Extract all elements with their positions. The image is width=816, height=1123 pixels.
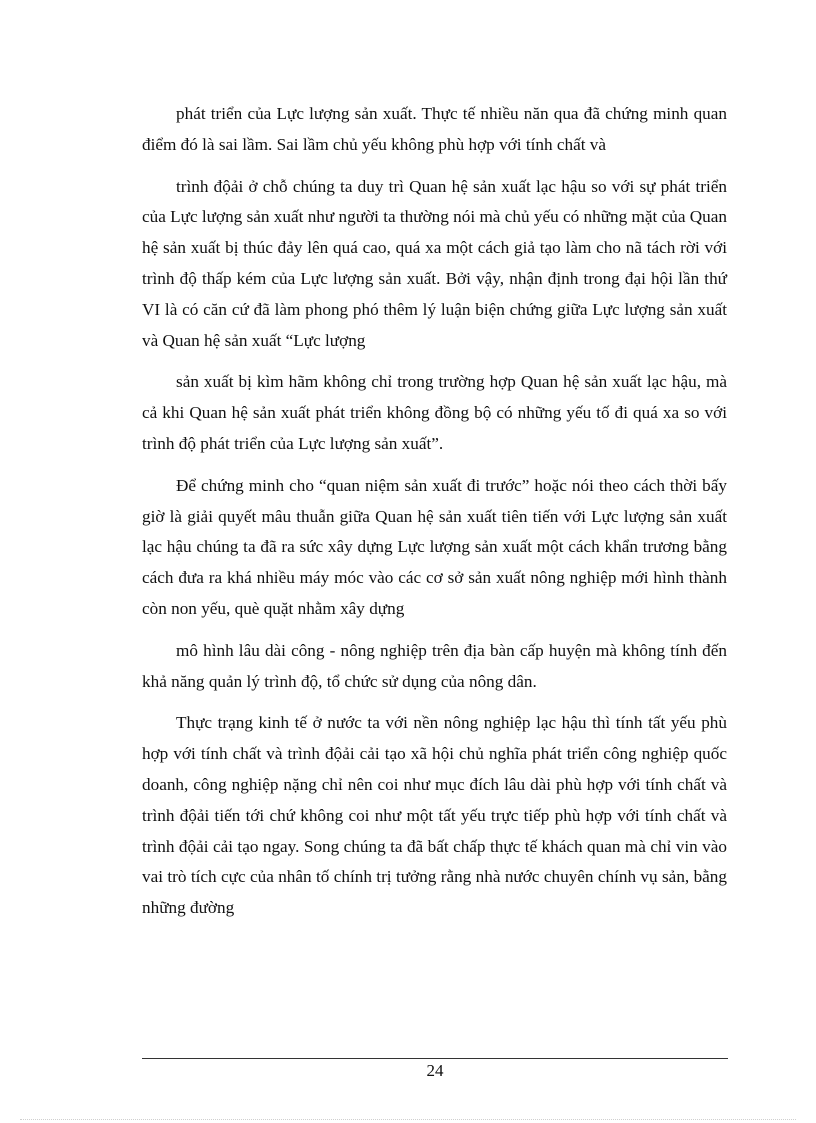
footer-rule bbox=[142, 1058, 728, 1059]
paragraph-3: sản xuất bị kìm hãm không chỉ trong trường hợp Quan hệ sản xuất lạc hậu, mà cả khi Quan hệ sản xuất phát triển không đồng bộ có những yếu tố đi quá xa so với trình độ phát triển của Lực lượng sản xuất”. bbox=[142, 372, 727, 453]
page-number: 24 bbox=[426, 1061, 444, 1080]
page-bottom-border bbox=[20, 1119, 796, 1120]
paragraph-4: Để chứng minh cho “quan niệm sản xuất đi trước” hoặc nói theo cách thời bấy giờ là giải quyết mâu thuẫn giữa Quan hệ sản xuất tiên tiến với Lực lượng sản xuất lạc hậu chúng ta đã ra sức xây dựng Lực lượng sản xuất một cách khẩn trương bằng cách đưa ra khá nhiều máy móc vào các cơ sở sản xuất nông nghiệp mới hình thành còn non yếu, què quặt nhằm xây dựng bbox=[142, 475, 727, 618]
paragraph-1: phát triển của Lực lượng sản xuất. Thực tế nhiều năn qua đã chứng minh quan điểm đó là sai lầm. Sai lầm chủ yếu không phù hợp với tính chất và bbox=[142, 104, 727, 154]
paragraph-5: mô hình lâu dài công - nông nghiệp trên địa bàn cấp huyện mà không tính đến khả năng quản lý trình độ, tổ chức sử dụng của nông dân. bbox=[142, 640, 727, 691]
paragraph-2: trình độải ở chỗ chúng ta duy trì Quan hệ sản xuất lạc hậu so với sự phát triển của Lực lượng sản xuất như người ta thường nói mà chủ yếu có những mặt của Quan hệ sản xuất bị thúc đảy lên quá cao, quá xa một cách giả tạo làm cho nã tách rời với trình độ thấp kém của Lực lượng sản xuất. Bởi vậy, nhận định trong đại hội lần thứ VI là có căn cứ đã làm phong phó thêm lý luận biện chứng giữa Lực lượng sản xuất và Quan hệ sản xuất “Lực lượng bbox=[142, 176, 727, 350]
paragraph-6: Thực trạng kinh tế ở nước ta với nền nông nghiệp lạc hậu thì tính tất yếu phù hợp với tính chất và trình độải cải tạo xã hội chủ nghĩa phát triển công nghiệp quốc doanh, công nghiệp nặng chỉ nên coi như mục đích lâu dài phù hợp với tính chất và trình độải tiến tới chứ không coi như một tất yếu trực tiếp phù hợp với tính chất và trình độải cải tạo ngay. Song chúng ta đã bất chấp thực tế khách quan mà chỉ vin vào vai trò tích cực của nhân tố chính trị tưởng rằng nhà nước chuyên chính vụ sản, bằng những đường bbox=[142, 713, 727, 918]
document-body bbox=[142, 99, 727, 935]
